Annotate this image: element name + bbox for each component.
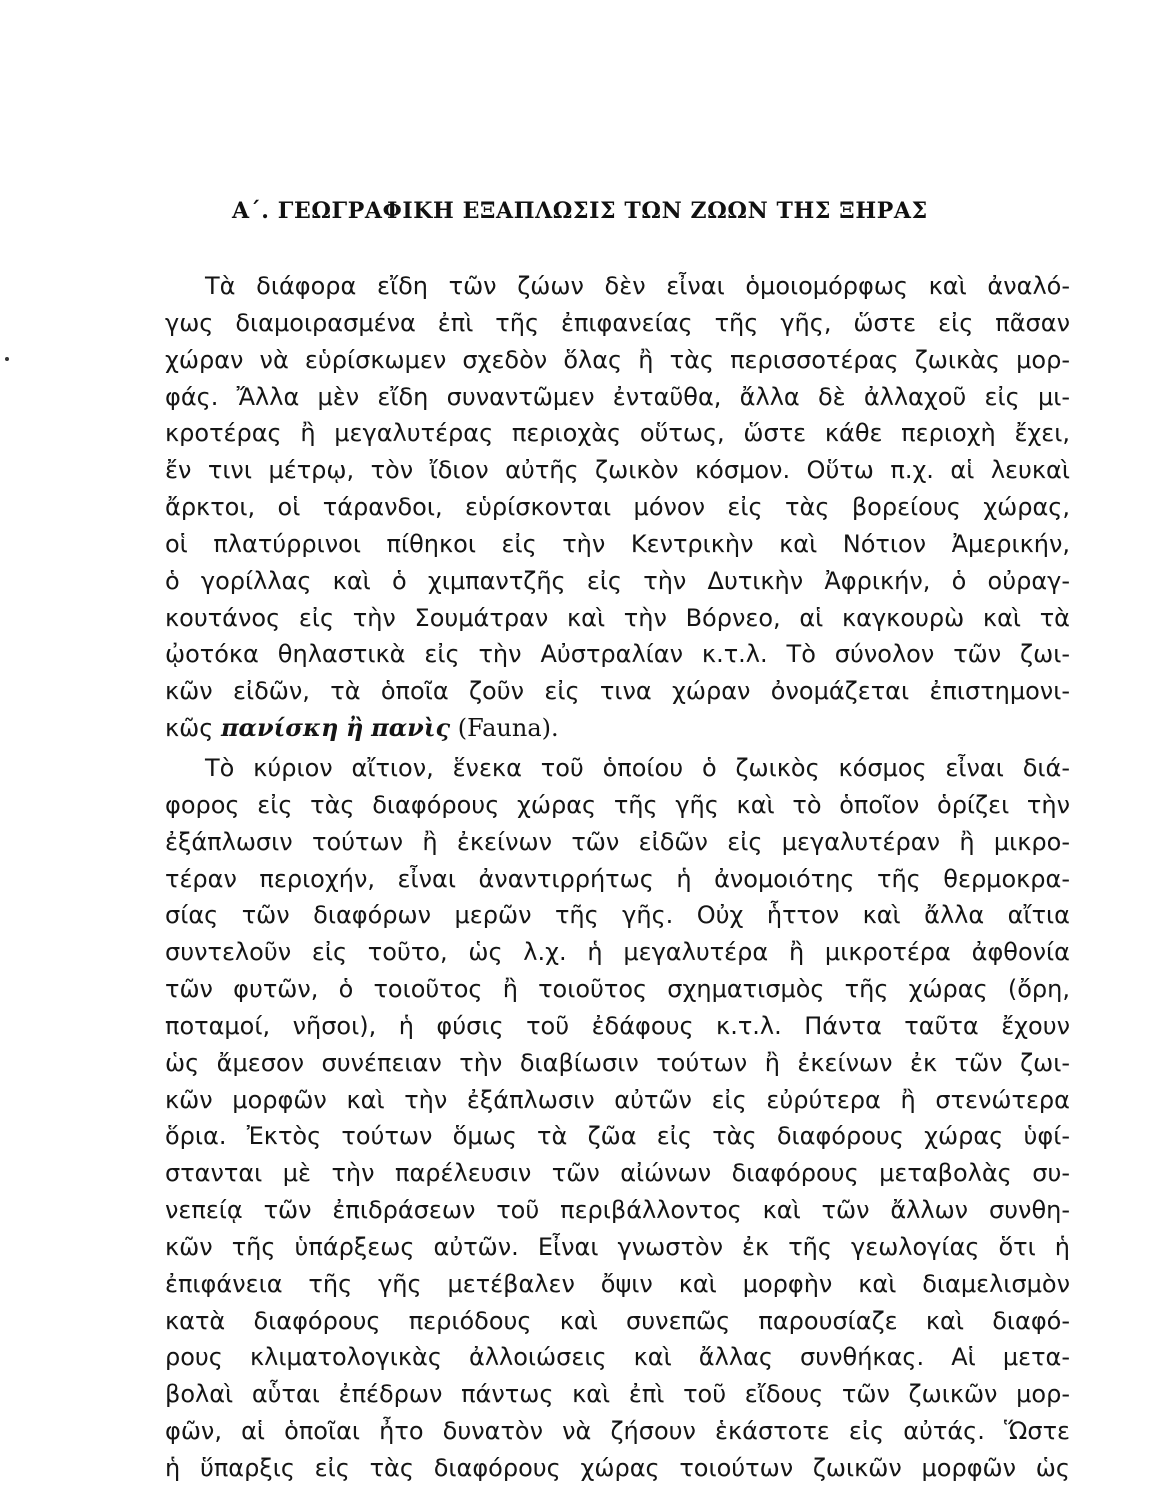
text-line: Τὸ κύριον αἴτιον, ἕνεκα τοῦ ὁποίου ὁ ζωικὸς κόσμος εἶναι διά-	[205, 754, 1070, 782]
margin-mark	[5, 357, 9, 361]
text-line: κροτέρας ἢ μεγαλυτέρας περιοχὰς οὕτως, ὥστε κάθε περιοχὴ ἔχει,	[165, 419, 1070, 447]
text-line: συντελοῦν εἰς τοῦτο, ὡς λ.χ. ἡ μεγαλυτέρα ἢ μικροτέρα ἀφθονία	[165, 938, 1070, 966]
term-panis: πανὶς	[371, 713, 451, 742]
text-line: οἱ πλατύρρινοι πίθηκοι εἰς τὴν Κεντρικὴν καὶ Νότιον Ἀμερικήν,	[165, 530, 1070, 558]
term-conjunction: ἢ	[346, 713, 364, 742]
text-line: ἄρκτοι, οἱ τάρανδοι, εὑρίσκονται μόνον εἰς τὰς βορείους χώρας,	[165, 493, 1070, 521]
text-line: νεπείᾳ τῶν ἐπιδράσεων τοῦ περιβάλλοντος καὶ τῶν ἄλλων συνθη-	[165, 1196, 1070, 1224]
latin-term: (Fauna).	[457, 714, 559, 742]
text-line: ὁ γορίλλας καὶ ὁ χιμπαντζῆς εἰς τὴν Δυτικὴν Ἀφρικήν, ὁ οὐραγ-	[165, 567, 1070, 595]
text-line: Τὰ διάφορα εἴδη τῶν ζώων δὲν εἶναι ὁμοιομόρφως καὶ ἀναλό-	[205, 272, 1070, 300]
text-line: τῶν φυτῶν, ὁ τοιοῦτος ἢ τοιοῦτος σχηματισμὸς τῆς χώρας (ὄρη,	[165, 975, 1070, 1003]
text-line: στανται μὲ τὴν παρέλευσιν τῶν αἰώνων διαφόρους μεταβολὰς συ-	[165, 1159, 1070, 1187]
text-line: σίας τῶν διαφόρων μερῶν τῆς γῆς. Οὐχ ἧττον καὶ ἄλλα αἴτια	[165, 901, 1070, 929]
text-line: κῶν μορφῶν καὶ τὴν ἐξάπλωσιν αὐτῶν εἰς εὐρύτερα ἢ στενώτερα	[165, 1086, 1070, 1114]
text-line: ἐξάπλωσιν τούτων ἢ ἐκείνων τῶν εἰδῶν εἰς μεγαλυτέραν ἢ μικρο-	[165, 828, 1070, 856]
text-line: βολαὶ αὗται ἐπέδρων πάντως καὶ ἐπὶ τοῦ εἴδους τῶν ζωικῶν μορ-	[165, 1380, 1070, 1408]
text-line: φῶν, αἱ ὁποῖαι ἦτο δυνατὸν νὰ ζήσουν ἑκάστοτε εἰς αὐτάς. Ὥστε	[165, 1417, 1070, 1445]
text-line: ὡς ἄμεσον συνέπειαν τὴν διαβίωσιν τούτων ἢ ἐκείνων ἐκ τῶν ζωι-	[165, 1049, 1070, 1077]
text-line: τέραν περιοχήν, εἶναι ἀναντιρρήτως ἡ ἀνομοιότης τῆς θερμοκρα-	[165, 865, 1070, 893]
text-line: ὅρια. Ἐκτὸς τούτων ὅμως τὰ ζῶα εἰς τὰς διαφόρους χώρας ὑφί-	[165, 1122, 1070, 1150]
text-line: ἔν τινι μέτρῳ, τὸν ἴδιον αὐτῆς ζωικὸν κόσμον. Οὕτω π.χ. αἱ λευκαὶ	[165, 456, 1070, 484]
text-line-last	[165, 708, 1070, 748]
text-line: ἡ ὕπαρξις εἰς τὰς διαφόρους χώρας τοιούτων ζωικῶν μορφῶν ὡς	[165, 1454, 1070, 1482]
section-heading: Α΄. ΓΕΩΓΡΑΦΙΚΗ ΕΞΑΠΛΩΣΙΣ ΤΩΝ ΖΩΩΝ ΤΗΣ ΞΗΡΑΣ	[232, 198, 928, 224]
text-line: γως διαμοιρασμένα ἐπὶ τῆς ἐπιφανείας τῆς γῆς, ὥστε εἰς πᾶσαν	[165, 309, 1070, 337]
text-line: ᾠοτόκα θηλαστικὰ εἰς τὴν Αὐστραλίαν κ.τ.λ. Τὸ σύνολον τῶν ζωι-	[165, 640, 1070, 668]
text-line: χώραν νὰ εὑρίσκωμεν σχεδὸν ὅλας ἢ τὰς περισσοτέρας ζωικὰς μορ-	[165, 346, 1070, 374]
term-paniske: πανίσκη	[220, 713, 339, 742]
text-line: κουτάνος εἰς τὴν Σουμάτραν καὶ τὴν Βόρνεο, αἱ καγκουρὼ καὶ τὰ	[165, 604, 1070, 632]
text-line: ποταμοί, νῆσοι), ἡ φύσις τοῦ ἐδάφους κ.τ.λ. Πάντα ταῦτα ἔχουν	[165, 1012, 1070, 1040]
text-line: κῶν εἰδῶν, τὰ ὁποῖα ζοῦν εἰς τινα χώραν ὀνομάζεται ἐπιστημονι-	[165, 677, 1070, 705]
text-line: ρους κλιματολογικὰς ἀλλοιώσεις καὶ ἄλλας συνθήκας. Αἱ μετα-	[165, 1343, 1070, 1371]
text-line: κῶν τῆς ὑπάρξεως αὐτῶν. Εἶναι γνωστὸν ἐκ τῆς γεωλογίας ὅτι ἡ	[165, 1233, 1070, 1261]
text-fragment: κῶς	[165, 714, 214, 742]
text-line: κατὰ διαφόρους περιόδους καὶ συνεπῶς παρουσίαζε καὶ διαφό-	[165, 1307, 1070, 1335]
text-line: φορος εἰς τὰς διαφόρους χώρας τῆς γῆς καὶ τὸ ὁποῖον ὁρίζει τὴν	[165, 791, 1070, 819]
text-line: ἐπιφάνεια τῆς γῆς μετέβαλεν ὄψιν καὶ μορφὴν καὶ διαμελισμὸν	[165, 1270, 1070, 1298]
text-line: φάς. Ἄλλα μὲν εἴδη συναντῶμεν ἐνταῦθα, ἄλλα δὲ ἀλλαχοῦ εἰς μι-	[165, 383, 1070, 411]
